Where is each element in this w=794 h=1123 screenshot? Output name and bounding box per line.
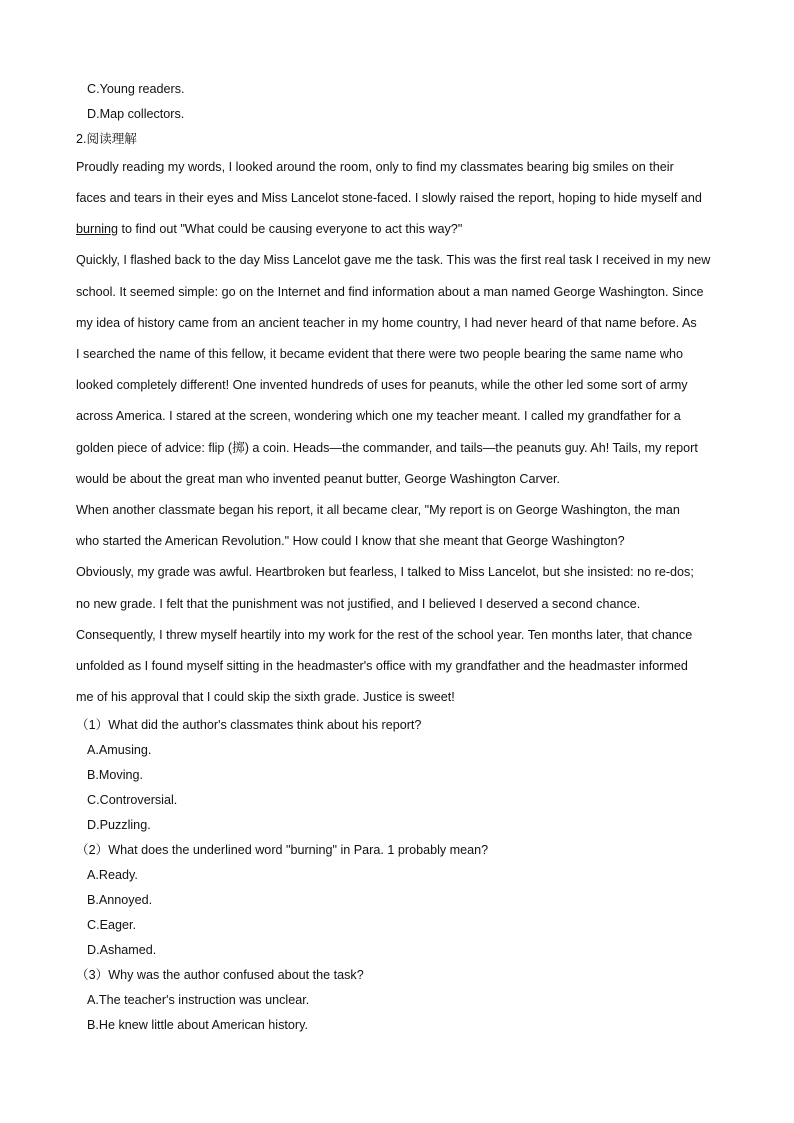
passage-text: to find out "What could be causing everyone to act this way?" (118, 222, 463, 236)
answer-option: A.Amusing. (87, 743, 152, 757)
underlined-word: burning (76, 222, 119, 236)
answer-option: C.Controversial. (87, 793, 178, 807)
answer-option: D.Puzzling. (87, 818, 151, 832)
question-stem: （3）Why was the author confused about the task? (76, 968, 364, 982)
passage-line: who started the American Revolution." How could I know that she meant that George Washington? (76, 534, 625, 548)
option-d: D.Map collectors. (87, 107, 185, 121)
answer-option: D.Ashamed. (87, 943, 157, 957)
passage-line: me of his approval that I could skip the sixth grade. Justice is sweet! (76, 690, 455, 704)
passage-line: Consequently, I threw myself heartily into my work for the rest of the school year. Ten months later, that chance (76, 628, 693, 642)
question-stem: （1）What did the author's classmates think about his report? (76, 718, 422, 732)
answer-option: B.He knew little about American history. (87, 1018, 308, 1032)
passage-line: faces and tears in their eyes and Miss Lancelot stone-faced. I slowly raised the report, hoping to hide myself and (76, 191, 702, 205)
answer-option: A.Ready. (87, 868, 138, 882)
passage-line: no new grade. I felt that the punishment was not justified, and I believed I deserved a second chance. (76, 597, 641, 611)
passage-line: When another classmate began his report, it all became clear, "My report is on George Washington, the man (76, 503, 680, 517)
passage-line: Quickly, I flashed back to the day Miss Lancelot gave me the task. This was the first real task I received in my new (76, 253, 711, 267)
answer-option: B.Annoyed. (87, 893, 153, 907)
answer-option: C.Eager. (87, 918, 137, 932)
passage-line: looked completely different! One invented hundreds of uses for peanuts, while the other led some sort of army (76, 378, 688, 392)
option-c: C.Young readers. (87, 82, 185, 96)
passage-line (76, 221, 462, 237)
passage-line: school. It seemed simple: go on the Internet and find information about a man named George Washington. Since (76, 285, 704, 299)
answer-option: B.Moving. (87, 768, 143, 782)
passage-line: I searched the name of this fellow, it became evident that there were two people bearing the same name who (76, 347, 683, 361)
passage-line: Obviously, my grade was awful. Heartbroken but fearless, I talked to Miss Lancelot, but she insisted: no re-dos; (76, 565, 694, 579)
question-stem: （2）What does the underlined word "burning" in Para. 1 probably mean? (76, 843, 489, 857)
section-heading: 2.阅读理解 (76, 132, 137, 146)
passage-line: my idea of history came from an ancient teacher in my home country, I had never heard of that name before. As (76, 316, 697, 330)
answer-option: A.The teacher's instruction was unclear. (87, 993, 310, 1007)
passage-line: unfolded as I found myself sitting in the headmaster's office with my grandfather and the headmaster informed (76, 659, 688, 673)
passage-line: golden piece of advice: flip (掷) a coin. Heads—the commander, and tails—the peanuts guy. Ah! Tails, my report (76, 441, 698, 455)
passage-line: across America. I stared at the screen, wondering which one my teacher meant. I called my grandfather for a (76, 409, 681, 423)
passage-line: would be about the great man who invented peanut butter, George Washington Carver. (76, 472, 561, 486)
passage-line: Proudly reading my words, I looked around the room, only to find my classmates bearing big smiles on their (76, 160, 674, 174)
